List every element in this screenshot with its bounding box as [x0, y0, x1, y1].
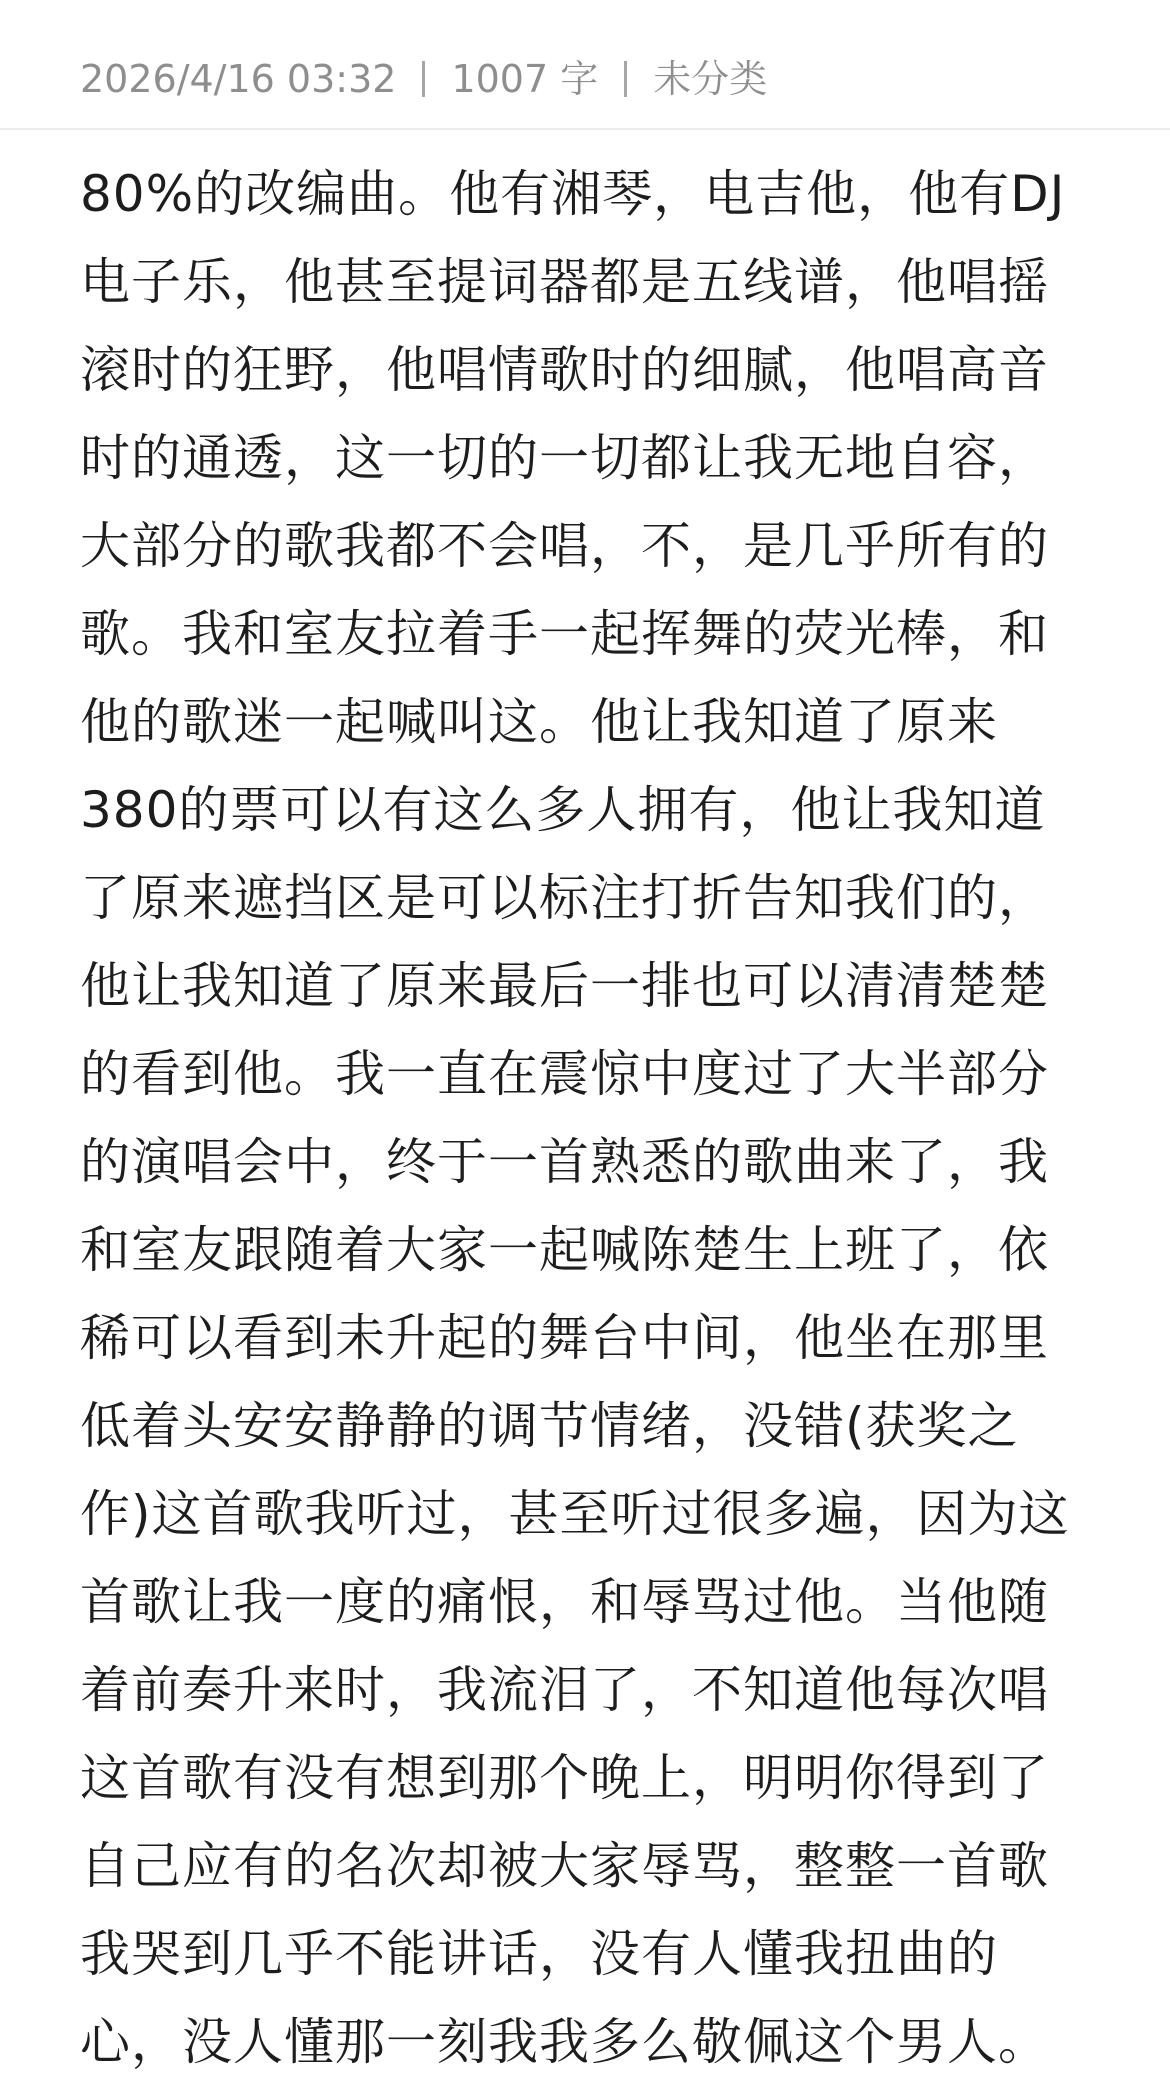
meta-divider: [422, 61, 425, 97]
post-datetime: 2026/4/16 03:32: [80, 57, 397, 101]
meta-divider: [624, 61, 627, 97]
text-line: 大部分的歌我都不会唱，不，是几乎所有的: [80, 517, 1049, 575]
text-line: 心，没人懂那一刻我我多么敬佩这个男人。: [80, 2013, 1049, 2071]
text-line: 低着头安安静静的调节情绪，没错(获奖之: [80, 1397, 1019, 1455]
text-line: 歌。我和室友拉着手一起挥舞的荧光棒，和: [80, 605, 1049, 663]
word-count: 1007 字: [451, 57, 599, 101]
text-line: 自己应有的名次却被大家辱骂，整整一首歌: [80, 1837, 1049, 1895]
text-line: 着前奏升来时，我流泪了，不知道他每次唱: [80, 1661, 1049, 1719]
text-line: 的看到他。我一直在震惊中度过了大半部分: [80, 1045, 1049, 1103]
text-line: 首歌让我一度的痛恨，和辱骂过他。当他随: [80, 1573, 1049, 1631]
text-line: 80%的改编曲。他有湘琴，电吉他，他有DJ: [80, 165, 1066, 223]
article-body: [80, 150, 1120, 2086]
text-line: 作)这首歌我听过，甚至听过很多遍，因为这: [80, 1485, 1070, 1543]
text-line: 和室友跟随着大家一起喊陈楚生上班了，依: [80, 1221, 1049, 1279]
text-line: 了原来遮挡区是可以标注打折告知我们的，: [80, 869, 1049, 927]
text-line: 时的通透，这一切的一切都让我无地自容，: [80, 429, 1049, 487]
text-line: 他让我知道了原来最后一排也可以清清楚楚: [80, 957, 1049, 1015]
text-line: 我哭到几乎不能讲话，没有人懂我扭曲的: [80, 1925, 998, 1983]
text-line: 电子乐，他甚至提词器都是五线谱，他唱摇: [80, 253, 1049, 311]
text-line: 的演唱会中，终于一首熟悉的歌曲来了，我: [80, 1133, 1049, 1191]
text-line: 他的歌迷一起喊叫这。他让我知道了原来: [80, 693, 998, 751]
article-meta-bar: [0, 0, 1170, 130]
text-line: 380的票可以有这么多人拥有，他让我知道: [80, 781, 1046, 839]
text-line: 滚时的狂野，他唱情歌时的细腻，他唱高音: [80, 341, 1049, 399]
article-meta-row: [80, 50, 767, 108]
text-line: 这首歌有没有想到那个晚上，明明你得到了: [80, 1749, 1049, 1807]
category-label[interactable]: 未分类: [653, 57, 768, 101]
text-line: 稀可以看到未升起的舞台中间，他坐在那里: [80, 1309, 1049, 1367]
